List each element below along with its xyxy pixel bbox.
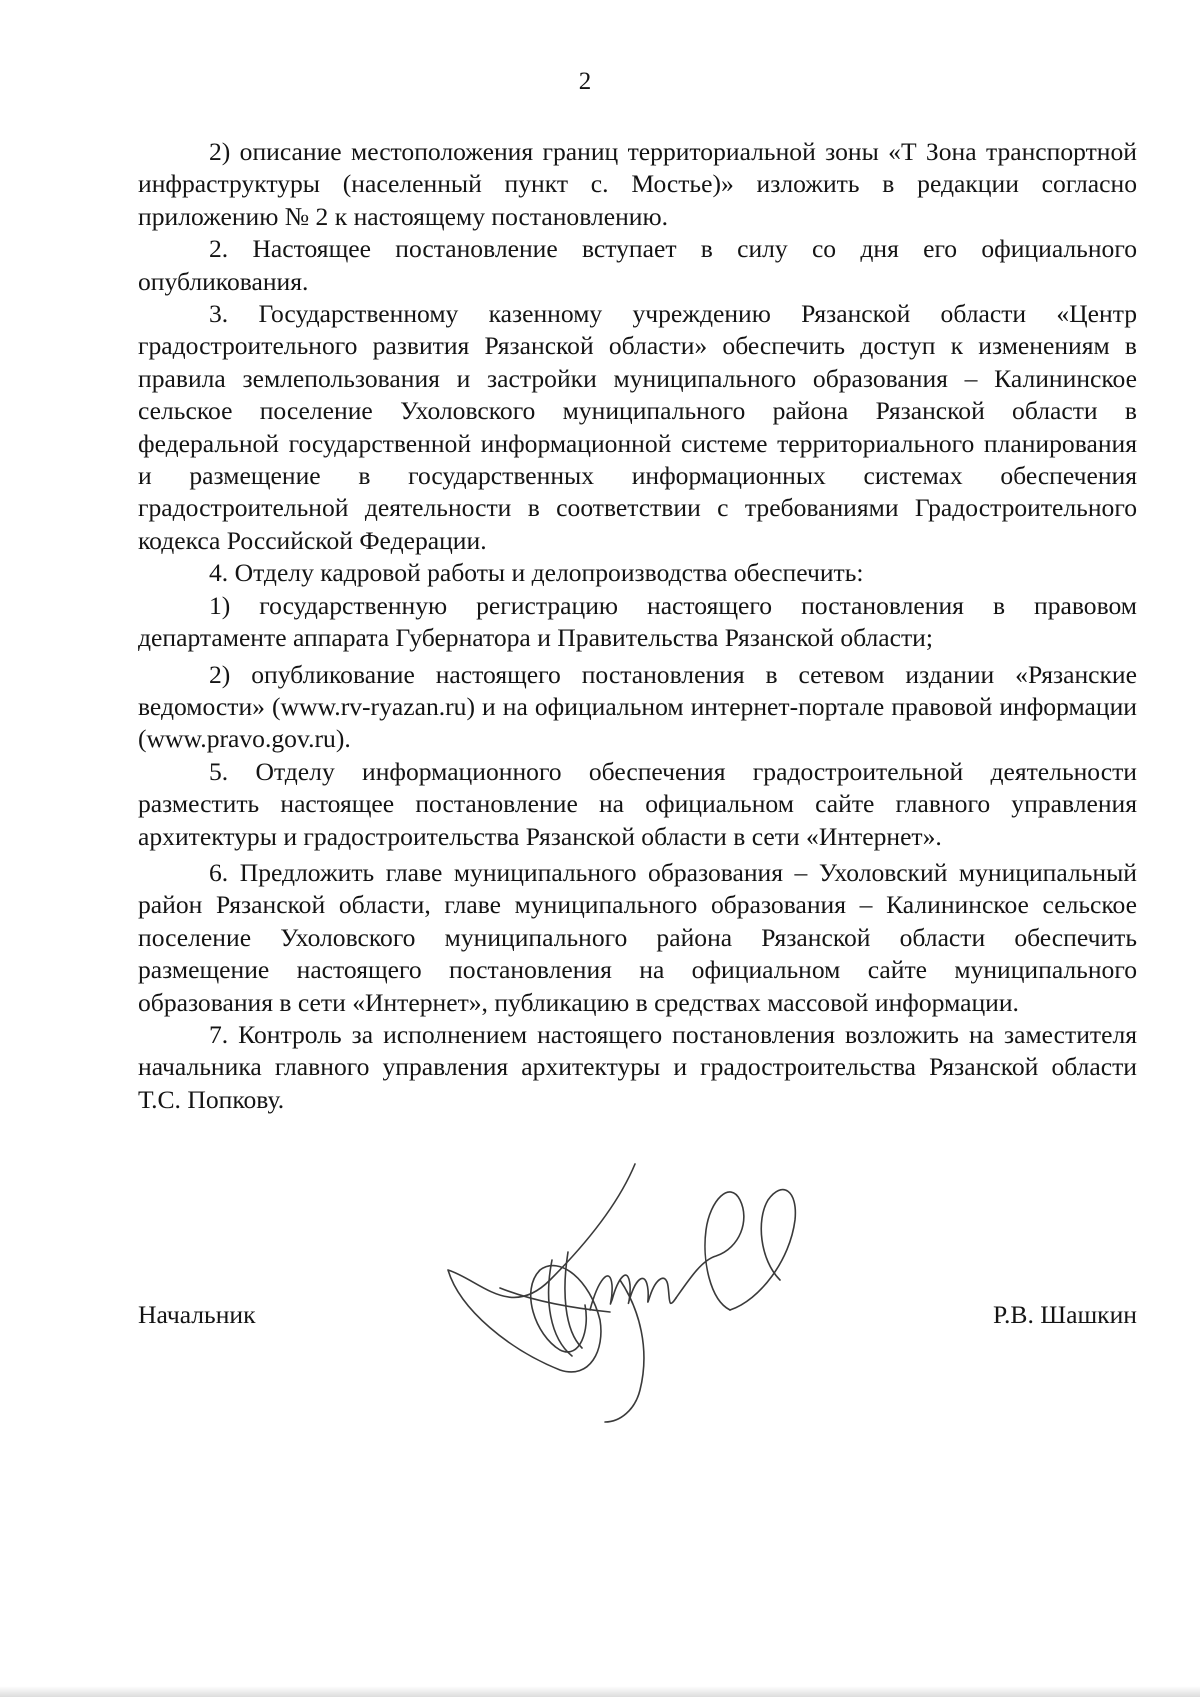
paragraph-zone-description: 2) описание местоположения границ территориальной зоны «Т Зона транспортной инфраструктуры (населенный пункт с. Мостье)» изложить в редакции согласно приложению № 2 к настоящему постановлению. [138,137,1137,231]
signatory-title: Начальник [138,1300,256,1329]
paragraph-4-1-registration: 1) государственную регистрацию настоящего постановления в правовом департаменте аппарата Губернатора и Правительства Рязанской области; [138,590,1137,653]
page-number: 2 [578,68,592,95]
document-body [138,136,1137,1116]
paragraph-4-hr-department: 4. Отделу кадровой работы и делопроизводства обеспечить: [209,558,864,588]
handwritten-signature [440,1160,880,1450]
paragraph-2-effective-date: 2. Настоящее постановление вступает в силу со дня его официального опубликования. [138,234,1137,296]
paragraph-7-control: 7. Контроль за исполнением настоящего постановления возложить на заместителя начальника главного управления архитектуры и градостроительства Рязанской области Т.С. Попкову. [138,1019,1137,1114]
paragraph-3-access: 3. Государственному казенному учреждению Рязанской области «Центр градостроительного развития Рязанской области» обеспечить доступ к изменениям в правила землепользования и застройки муниципального образования – Калининское сельское поселение Ухоловского муниципального района Рязанской области в федеральной государственной информационной системе территориального планирования и размещение в государственных информационных системах обеспечения градостроительной деятельности в соответствии с требованиями Градостроительного кодекса Российской Федерации. [138,299,1137,555]
paragraph-5-website: 5. Отделу информационного обеспечения градостроительной деятельности разместить настоящее постановление на официальном сайте главного управления архитектуры и градостроительства Рязанской области в сети «Интернет». [138,756,1137,851]
paragraph-4-2-publication: 2) опубликование настоящего постановления в сетевом издании «Рязанские ведомости» (www.rv-ryazan.ru) и на официальном интернет-портале правовой информации (www.pravo.gov.ru). [138,659,1137,754]
paragraph-6-municipal: 6. Предложить главе муниципального образования – Ухоловский муниципальный район Рязанской области, главе муниципального образования – Калининское сельское поселение Ухоловского муниципального района Рязанской области обеспечить размещение настоящего постановления на официальном сайте муниципального образования в сети «Интернет», публикацию в средствах массовой информации. [138,857,1137,1017]
signatory-name: Р.В. Шашкин [992,1300,1137,1329]
scan-bottom-edge [0,1686,1200,1697]
